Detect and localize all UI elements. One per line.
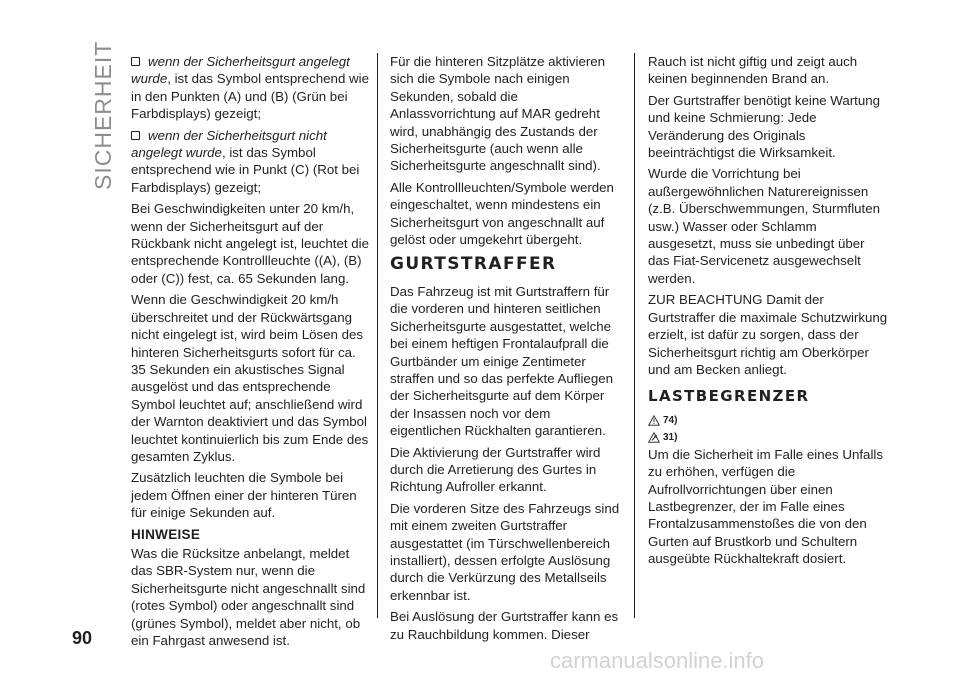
watermark: carmanualsonline.info	[550, 648, 765, 673]
paragraph: Bei Auslösung der Gurtstraffer kann es zu Rauchbildung kommen. Dieser	[390, 609, 619, 642]
column-divider	[377, 53, 378, 618]
column-1	[131, 53, 369, 653]
column-3	[648, 53, 888, 572]
checkbox-bullet-icon	[131, 57, 140, 66]
list-item	[131, 53, 369, 123]
section-heading-lastbegrenzer: LASTBEGRENZER	[648, 387, 810, 406]
page-number: 90	[72, 628, 93, 648]
paragraph: Alle Kontrollleuchten/Symbole werden eingeschaltet, wenn mindestens ein Sicherheitsgurt von angeschnallt auf gelöst oder umgekehrt übergeht.	[390, 179, 614, 248]
bullet-text: , ist das Symbol entsprechend wie in Punkt (C) (Rot bei Farbdisplays) gezeigt;	[131, 145, 360, 195]
paragraph: Das Fahrzeug ist mit Gurtstraffern für die vorderen und hinteren seitlichen Sicherheitsgurte ausgestattet, welche bei einem heftigen Frontalaufprall die Gurtbänder um einige Zentimeter straffen und so das perfekte Aufliegen der Sicherheitsgurte auf dem Körper der Insassen noch vor dem eigentlichen Rückhalten garantieren.	[390, 283, 614, 439]
bullet-italic-text: wenn der Sicherheitsgurt angelegt wurde	[131, 54, 350, 87]
column-2	[390, 53, 622, 647]
paragraph: Der Gurtstraffer benötigt keine Wartung und keine Schmierung: Jede Veränderung des Originals beeinträchtigst die Wirksamkeit.	[648, 92, 881, 161]
paragraph: ZUR BEACHTUNG Damit der Gurtstraffer die maximale Schutzwirkung erzielt, ist dafür zu sorgen, dass der Sicherheitsgurt richtig am Oberkörper und am Becken anliegt.	[648, 292, 888, 377]
checkbox-bullet-icon	[131, 131, 140, 140]
section-heading-gurtstraffer: GURTSTRAFFER	[390, 254, 557, 275]
paragraph: Bei Geschwindigkeiten unter 20 km/h, wenn der Sicherheitsgurt auf der Rückbank nicht angelegt ist, leuchtet die entsprechende Kontrollleuchte ((A), (B) oder (C)) fest, ca. 65 Sekunden lang.	[131, 201, 370, 286]
warning-reference	[648, 412, 888, 429]
paragraph: Die Aktivierung der Gurtstraffer wird durch die Arretierung des Gurtes in Richtung Aufroller erkannt.	[390, 444, 601, 495]
section-title: SICHERHEIT	[90, 40, 116, 190]
paragraph: Rauch ist nicht giftig und zeigt auch keinen beginnenden Brand an.	[648, 54, 858, 87]
warning-triangle-icon	[648, 415, 660, 426]
bullet-italic-text: wenn der Sicherheitsgurt nicht angelegt wurde	[131, 127, 327, 161]
paragraph: Zusätzlich leuchten die Symbole bei jedem Öffnen einer der hinteren Türen für einige Sekunden auf.	[131, 470, 357, 521]
notes-heading: HINWEISE	[131, 526, 201, 542]
list-item	[131, 127, 369, 197]
paragraph: Was die Rücksitze anbelangt, meldet das SBR-System nur, wenn die Sicherheitsgurte nicht angeschnallt sind (rotes Symbol) oder angeschnallt sind (grünes Symbol), meldet aber nicht, ob ein Fahrgast anwesend ist.	[131, 545, 366, 648]
caution-wrench-icon	[648, 432, 660, 443]
bullet-text: , ist das Symbol entsprechend wie in den Punkten (A) und (B) (Grün bei Farbdisplays) gezeigt;	[131, 71, 369, 122]
column-divider	[634, 53, 635, 618]
warning-reference-number: 74)	[663, 414, 678, 426]
caution-reference	[648, 429, 888, 446]
paragraph: Wurde die Vorrichtung bei außergewöhnlichen Naturereignissen (z.B. Überschwemmungen, Sturmfluten usw.) Wasser oder Schlamm ausgesetzt, muss sie unbedingt über das Fiat-Servicenetz ausgewechselt werden.	[648, 166, 881, 286]
paragraph: Für die hinteren Sitzplätze aktivieren sich die Symbole nach einigen Sekunden, sobald die Anlassvorrichtung auf MAR gedreht wird, unabhängig des Zustands der Sicherheitsgurte (auch wenn alle Sicherheitsgurte angeschnallt sind).	[390, 54, 606, 174]
paragraph: Um die Sicherheit im Falle eines Unfalls zu erhöhen, verfügen die Aufrollvorrichtungen über einen Lastbegrenzer, der im Falle eines Frontalzusammenstoßes die von den Gurten auf Brustkorb und Schultern ausgeübte Rückhaltekraft dosiert.	[648, 446, 884, 567]
caution-reference-number: 31)	[663, 431, 678, 443]
paragraph: Die vorderen Sitze des Fahrzeugs sind mit einem zweiten Gurtstraffer ausgestattet (im Türschwellenbereich installiert), dessen erfolgte Auslösung durch die Verkürzung des Metallseils erkennbar ist.	[390, 500, 620, 603]
paragraph: Wenn die Geschwindigkeit 20 km/h überschreitet und der Rückwärtsgang nicht eingelegt ist, wird beim Lösen des hinteren Sicherheitsgurts sofort für ca. 35 Sekunden ein akustisches Signal ausgelöst und das entsprechende Symbol leuchtet auf; anschließend wird der Warnton deaktiviert und das Symbol leuchtet kontinuierlich bis zum Ende des gesamten Zyklus.	[131, 292, 369, 464]
